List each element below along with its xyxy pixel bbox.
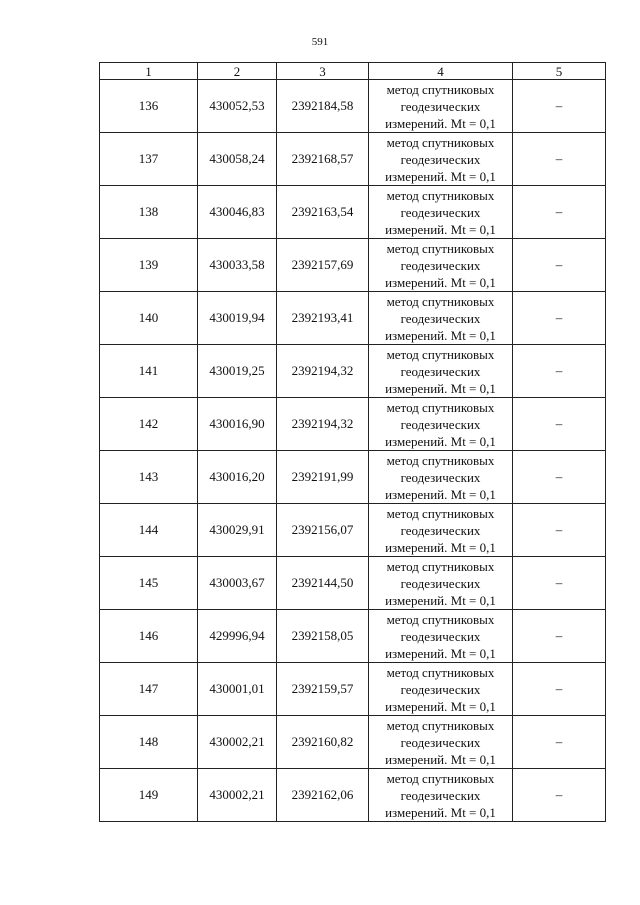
description-cell: –	[513, 716, 606, 769]
description-cell: –	[513, 345, 606, 398]
method-line: измерений. Mt = 0,1	[385, 804, 496, 820]
column-header-3: 3	[277, 63, 369, 80]
y-coordinate-cell: 2392158,05	[277, 610, 369, 663]
point-number-cell: 142	[100, 398, 198, 451]
x-coordinate-cell: 430058,24	[198, 133, 277, 186]
method-line: измерений. Mt = 0,1	[385, 115, 496, 131]
point-number-cell: 137	[100, 133, 198, 186]
table-row	[100, 133, 606, 186]
method-line: геодезических	[400, 257, 481, 273]
method-cell	[369, 504, 513, 557]
table-row	[100, 557, 606, 610]
x-coordinate-cell: 429996,94	[198, 610, 277, 663]
point-number-cell: 141	[100, 345, 198, 398]
method-line: измерений. Mt = 0,1	[385, 433, 496, 449]
method-cell	[369, 769, 513, 822]
description-cell: –	[513, 186, 606, 239]
method-line: геодезических	[400, 416, 481, 432]
table-row	[100, 186, 606, 239]
x-coordinate-cell: 430016,20	[198, 451, 277, 504]
y-coordinate-cell: 2392156,07	[277, 504, 369, 557]
table-row	[100, 716, 606, 769]
x-coordinate-cell: 430003,67	[198, 557, 277, 610]
method-line: измерений. Mt = 0,1	[385, 751, 496, 767]
method-line: измерений. Mt = 0,1	[385, 539, 496, 555]
method-line: метод спутниковых	[386, 611, 495, 627]
table-row	[100, 769, 606, 822]
coordinates-table	[99, 62, 606, 822]
point-number-cell: 138	[100, 186, 198, 239]
method-line: метод спутниковых	[386, 717, 495, 733]
method-line: измерений. Mt = 0,1	[385, 274, 496, 290]
table-body	[100, 80, 606, 822]
column-header-1: 1	[100, 63, 198, 80]
point-number-cell: 140	[100, 292, 198, 345]
method-cell	[369, 398, 513, 451]
method-line: геодезических	[400, 204, 481, 220]
x-coordinate-cell: 430052,53	[198, 80, 277, 133]
x-coordinate-cell: 430001,01	[198, 663, 277, 716]
description-cell: –	[513, 239, 606, 292]
method-cell	[369, 345, 513, 398]
method-line: измерений. Mt = 0,1	[385, 486, 496, 502]
method-line: геодезических	[400, 98, 481, 114]
description-cell: –	[513, 504, 606, 557]
description-cell: –	[513, 769, 606, 822]
method-cell	[369, 610, 513, 663]
y-coordinate-cell: 2392193,41	[277, 292, 369, 345]
method-line: измерений. Mt = 0,1	[385, 221, 496, 237]
method-line: измерений. Mt = 0,1	[385, 698, 496, 714]
x-coordinate-cell: 430029,91	[198, 504, 277, 557]
method-line: измерений. Mt = 0,1	[385, 592, 496, 608]
method-line: геодезических	[400, 469, 481, 485]
y-coordinate-cell: 2392160,82	[277, 716, 369, 769]
method-line: геодезических	[400, 787, 481, 803]
method-cell	[369, 557, 513, 610]
y-coordinate-cell: 2392162,06	[277, 769, 369, 822]
method-line: измерений. Mt = 0,1	[385, 168, 496, 184]
y-coordinate-cell: 2392159,57	[277, 663, 369, 716]
table-row	[100, 610, 606, 663]
method-cell	[369, 716, 513, 769]
description-cell: –	[513, 133, 606, 186]
method-cell	[369, 292, 513, 345]
y-coordinate-cell: 2392168,57	[277, 133, 369, 186]
table-row	[100, 345, 606, 398]
description-cell: –	[513, 80, 606, 133]
table-row	[100, 451, 606, 504]
method-line: геодезических	[400, 363, 481, 379]
x-coordinate-cell: 430002,21	[198, 769, 277, 822]
y-coordinate-cell: 2392157,69	[277, 239, 369, 292]
method-line: метод спутниковых	[386, 293, 495, 309]
point-number-cell: 136	[100, 80, 198, 133]
x-coordinate-cell: 430019,94	[198, 292, 277, 345]
point-number-cell: 147	[100, 663, 198, 716]
method-cell	[369, 80, 513, 133]
x-coordinate-cell: 430046,83	[198, 186, 277, 239]
method-line: метод спутниковых	[386, 770, 495, 786]
method-cell	[369, 239, 513, 292]
table-row	[100, 239, 606, 292]
x-coordinate-cell: 430033,58	[198, 239, 277, 292]
method-cell	[369, 186, 513, 239]
page-number: 591	[311, 36, 329, 48]
column-header-5: 5	[513, 63, 606, 80]
method-line: геодезических	[400, 522, 481, 538]
x-coordinate-cell: 430002,21	[198, 716, 277, 769]
method-line: метод спутниковых	[386, 664, 495, 680]
method-line: геодезических	[400, 310, 481, 326]
point-number-cell: 149	[100, 769, 198, 822]
table-row	[100, 80, 606, 133]
y-coordinate-cell: 2392194,32	[277, 345, 369, 398]
table-row	[100, 398, 606, 451]
table-row	[100, 504, 606, 557]
method-cell	[369, 663, 513, 716]
point-number-cell: 144	[100, 504, 198, 557]
method-line: метод спутниковых	[386, 240, 495, 256]
description-cell: –	[513, 398, 606, 451]
method-line: геодезических	[400, 151, 481, 167]
y-coordinate-cell: 2392191,99	[277, 451, 369, 504]
method-line: измерений. Mt = 0,1	[385, 645, 496, 661]
method-line: геодезических	[400, 734, 481, 750]
point-number-cell: 148	[100, 716, 198, 769]
method-line: метод спутниковых	[386, 134, 495, 150]
method-line: метод спутниковых	[386, 505, 495, 521]
method-line: метод спутниковых	[386, 399, 495, 415]
method-cell	[369, 451, 513, 504]
column-header-4: 4	[369, 63, 513, 80]
description-cell: –	[513, 557, 606, 610]
table-row	[100, 663, 606, 716]
method-line: геодезических	[400, 681, 481, 697]
method-line: метод спутниковых	[386, 346, 495, 362]
description-cell: –	[513, 610, 606, 663]
table-row	[100, 292, 606, 345]
method-line: измерений. Mt = 0,1	[385, 327, 496, 343]
method-line: измерений. Mt = 0,1	[385, 380, 496, 396]
description-cell: –	[513, 451, 606, 504]
y-coordinate-cell: 2392144,50	[277, 557, 369, 610]
method-line: метод спутниковых	[386, 81, 495, 97]
point-number-cell: 146	[100, 610, 198, 663]
method-line: метод спутниковых	[386, 452, 495, 468]
y-coordinate-cell: 2392194,32	[277, 398, 369, 451]
x-coordinate-cell: 430016,90	[198, 398, 277, 451]
y-coordinate-cell: 2392184,58	[277, 80, 369, 133]
description-cell: –	[513, 663, 606, 716]
method-line: метод спутниковых	[386, 558, 495, 574]
method-line: геодезических	[400, 575, 481, 591]
description-cell: –	[513, 292, 606, 345]
method-line: геодезических	[400, 628, 481, 644]
point-number-cell: 143	[100, 451, 198, 504]
table-header-row	[100, 63, 606, 80]
column-header-2: 2	[198, 63, 277, 80]
x-coordinate-cell: 430019,25	[198, 345, 277, 398]
point-number-cell: 145	[100, 557, 198, 610]
y-coordinate-cell: 2392163,54	[277, 186, 369, 239]
method-line: метод спутниковых	[386, 187, 495, 203]
method-cell	[369, 133, 513, 186]
point-number-cell: 139	[100, 239, 198, 292]
